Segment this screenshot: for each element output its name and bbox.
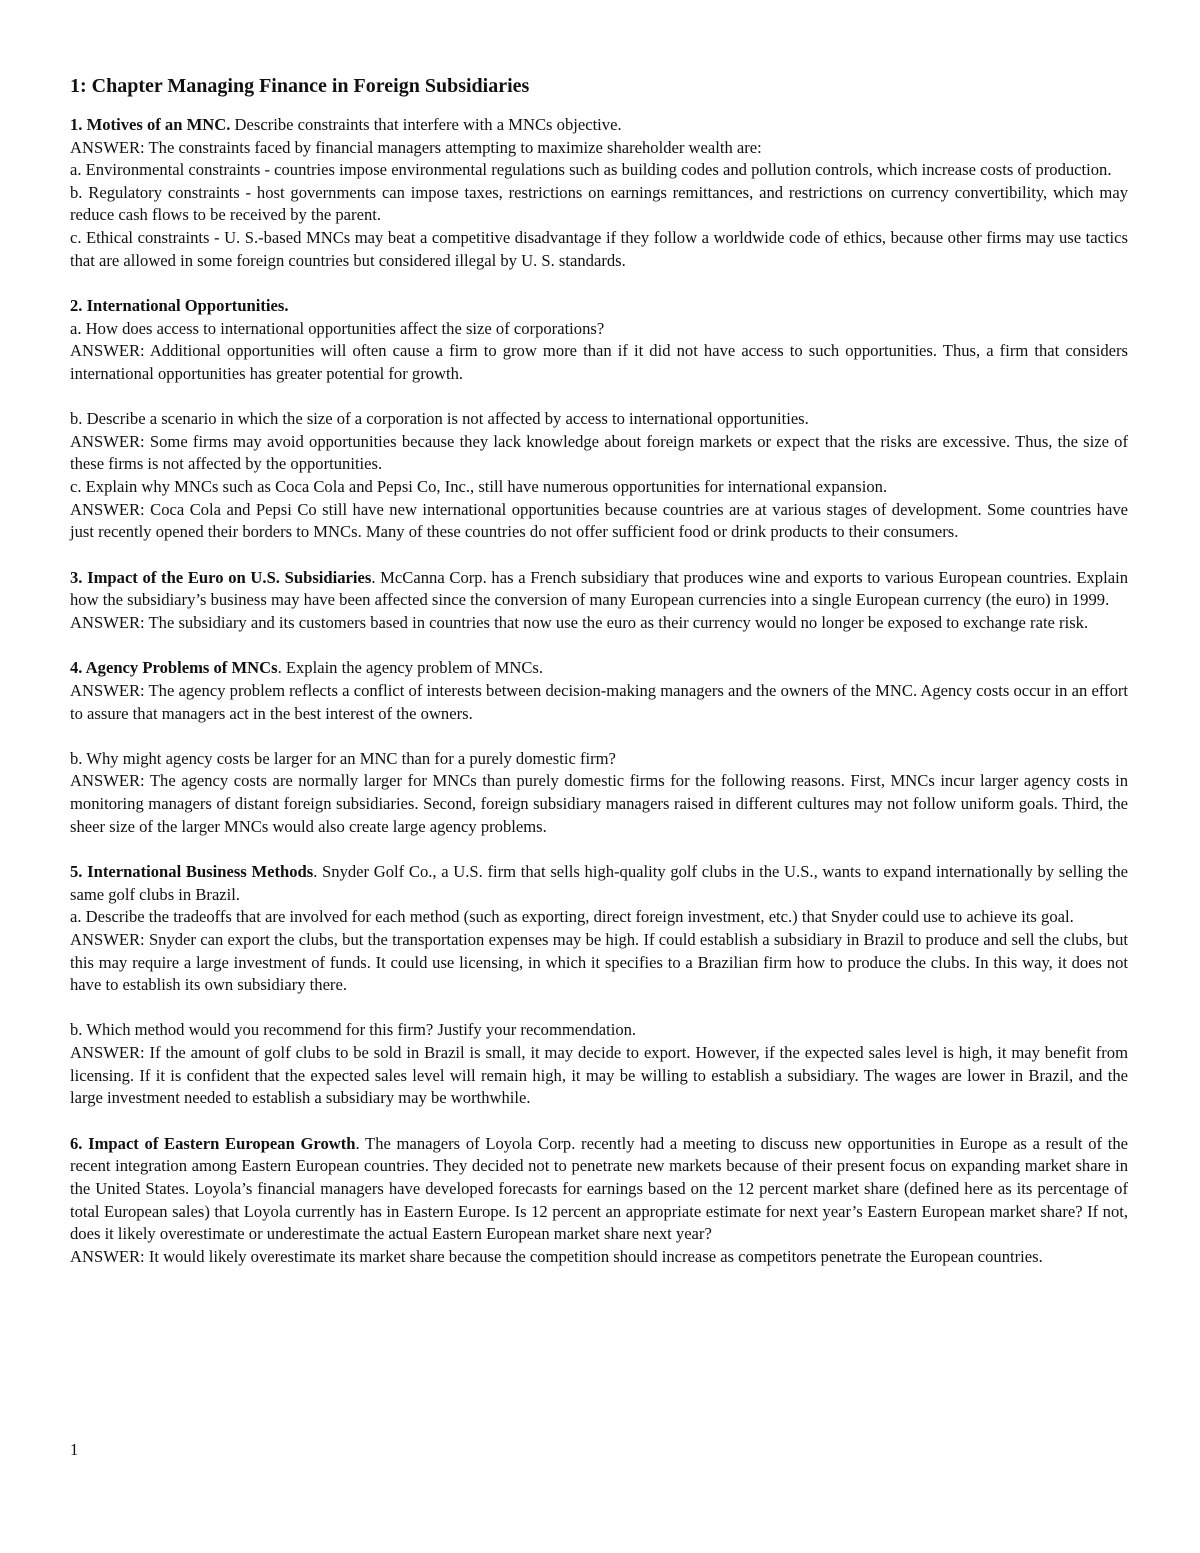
question-6 (70, 1133, 1128, 1269)
question-1-heading: 1. Motives of an MNC. (70, 115, 231, 134)
question-2c: c. Explain why MNCs such as Coca Cola and Pepsi Co, Inc., still have numerous opportunities for international expansion. (70, 476, 888, 496)
question-2a: a. How does access to international opportunities affect the size of corporations? (70, 318, 605, 338)
spacer (70, 997, 1128, 1020)
question-6-heading: 6. Impact of Eastern European Growth (70, 1133, 356, 1153)
page-number: 1 (70, 1440, 79, 1459)
question-6-answer: ANSWER: It would likely overestimate its market share because the competition should increase as competitors penetrate the European countries. (70, 1246, 1043, 1266)
question-2a-answer: ANSWER: Additional opportunities will often cause a firm to grow more than if it did not have access to such opportunities. Thus, a firm that considers international opportunities has greater potential for growth. (70, 341, 1128, 383)
question-2b-answer: ANSWER: Some firms may avoid opportunities because they lack knowledge about foreign markets or expect that the risks are excessive. Thus, the size of these firms is not affected by the opportunities. (70, 431, 1128, 474)
question-6-prompt (70, 1133, 1128, 1246)
question-3 (70, 567, 1128, 635)
question-1-answer-c: c. Ethical constraints - U. S.-based MNCs may beat a competitive disadvantage if they follow a worldwide code of ethics, because other firms may use tactics that are allowed in some foreign countries but considered illegal by U. S. standards. (70, 227, 1128, 270)
question-1-prompt (70, 114, 1128, 137)
spacer (70, 725, 1128, 748)
question-4-heading: 4. Agency Problems of MNCs (70, 658, 278, 678)
question-1-intro: Describe constraints that interfere with a MNCs objective. (230, 115, 622, 134)
question-4b-answer: ANSWER: The agency costs are normally larger for MNCs than purely domestic firms for the following reasons. First, MNCs incur larger agency costs in monitoring managers of distant foreign subsidiaries. Second, foreign subsidiary managers raised in different cultures may not follow uniform goals. Third, the sheer size of the larger MNCs would also create large agency problems. (70, 771, 1128, 836)
question-4 (70, 657, 1128, 838)
question-5 (70, 861, 1128, 1110)
question-1-answer-a: a. Environmental constraints - countries impose environmental regulations such as building codes and pollution controls, which increase costs of production. (70, 160, 1112, 180)
question-5b: b. Which method would you recommend for this firm? Justify your recommendation. (70, 1020, 637, 1040)
question-1-answer: ANSWER: The constraints faced by financial managers attempting to maximize shareholder wealth are: (70, 137, 762, 157)
document-page (70, 72, 1128, 1291)
question-5b-answer: ANSWER: If the amount of golf clubs to be sold in Brazil is small, it may decide to export. However, if the expected sales level is high, it may benefit from licensing. If it is confident that the expected sales level will remain high, it may be willing to establish a subsidiary. The wages are lower in Brazil, and the large investment needed to establish a subsidiary may be worthwhile. (70, 1042, 1128, 1108)
question-2-heading: 2. International Opportunities. (70, 296, 289, 316)
question-5-heading: 5. International Business Methods (70, 862, 314, 882)
question-4-prompt (70, 657, 1128, 680)
question-4b: b. Why might agency costs be larger for an MNC than for a purely domestic firm? (70, 748, 616, 768)
spacer (70, 386, 1128, 409)
question-5-intro: . Snyder Golf Co., a U.S. firm that sells high-quality golf clubs in the U.S., wants to expand internationally by selling the same golf clubs in Brazil. (70, 862, 1128, 904)
question-4-answer: ANSWER: The agency problem reflects a conflict of interests between decision-making managers and the owners of the MNC. Agency costs occur in an effort to assure that managers act in the best interest of the owners. (70, 681, 1128, 723)
question-2 (70, 295, 1128, 544)
question-1-answer-b: b. Regulatory constraints - host governments can impose taxes, restrictions on earnings remittances, and restrictions on currency convertibility, which may reduce cash flows to be received by the parent. (70, 182, 1128, 225)
question-2-prompt (70, 295, 1128, 318)
page-title: 1: Chapter Managing Finance in Foreign Subsidiaries (70, 75, 530, 97)
question-4-intro: . Explain the agency problem of MNCs. (277, 658, 544, 678)
question-3-prompt (70, 567, 1128, 612)
question-3-intro: . McCanna Corp. has a French subsidiary that produces wine and exports to various European countries. Explain how the subsidiary’s business may have been affected since the conversion of many European currencies into a single European currency (the euro) in 1999. (70, 567, 1128, 610)
question-2c-answer: ANSWER: Coca Cola and Pepsi Co still have new international opportunities because countries are at various stages of development. Some countries have just recently opened their borders to MNCs. Many of these countries do not offer sufficient food or drink products to their consumers. (70, 499, 1128, 542)
question-6-intro: . The managers of Loyola Corp. recently had a meeting to discuss new opportunities in Europe as a result of the recent integration among Eastern European countries. They decided not to penetrate new markets because of their present focus on expanding market share in the United States. Loyola’s financial managers have developed forecasts for earnings based on the 12 percent market share (defined here as its percentage of total European sales) that Loyola currently has in Eastern Europe. Is 12 percent an appropriate estimate for next year’s Eastern European market share? If not, does it likely overestimate or underestimate the actual Eastern European market share next year? (70, 1133, 1128, 1244)
question-3-heading: 3. Impact of the Euro on U.S. Subsidiaries (70, 567, 372, 587)
question-1 (70, 114, 1128, 272)
question-5a: a. Describe the tradeoffs that are involved for each method (such as exporting, direct foreign investment, etc.) that Snyder could use to achieve its goal. (70, 907, 1074, 927)
question-3-answer: ANSWER: The subsidiary and its customers based in countries that now use the euro as their currency would no longer be exposed to exchange rate risk. (70, 612, 1089, 632)
question-5a-answer: ANSWER: Snyder can export the clubs, but the transportation expenses may be high. If could establish a subsidiary in Brazil to produce and sell the clubs, but this may require a large investment of funds. It could use licensing, in which it specifies to a Brazilian firm how to produce the clubs. In this way, it does not have to establish its own subsidiary there. (70, 930, 1128, 995)
question-5-prompt (70, 861, 1128, 906)
question-2b: b. Describe a scenario in which the size of a corporation is not affected by access to international opportunities. (70, 409, 809, 429)
